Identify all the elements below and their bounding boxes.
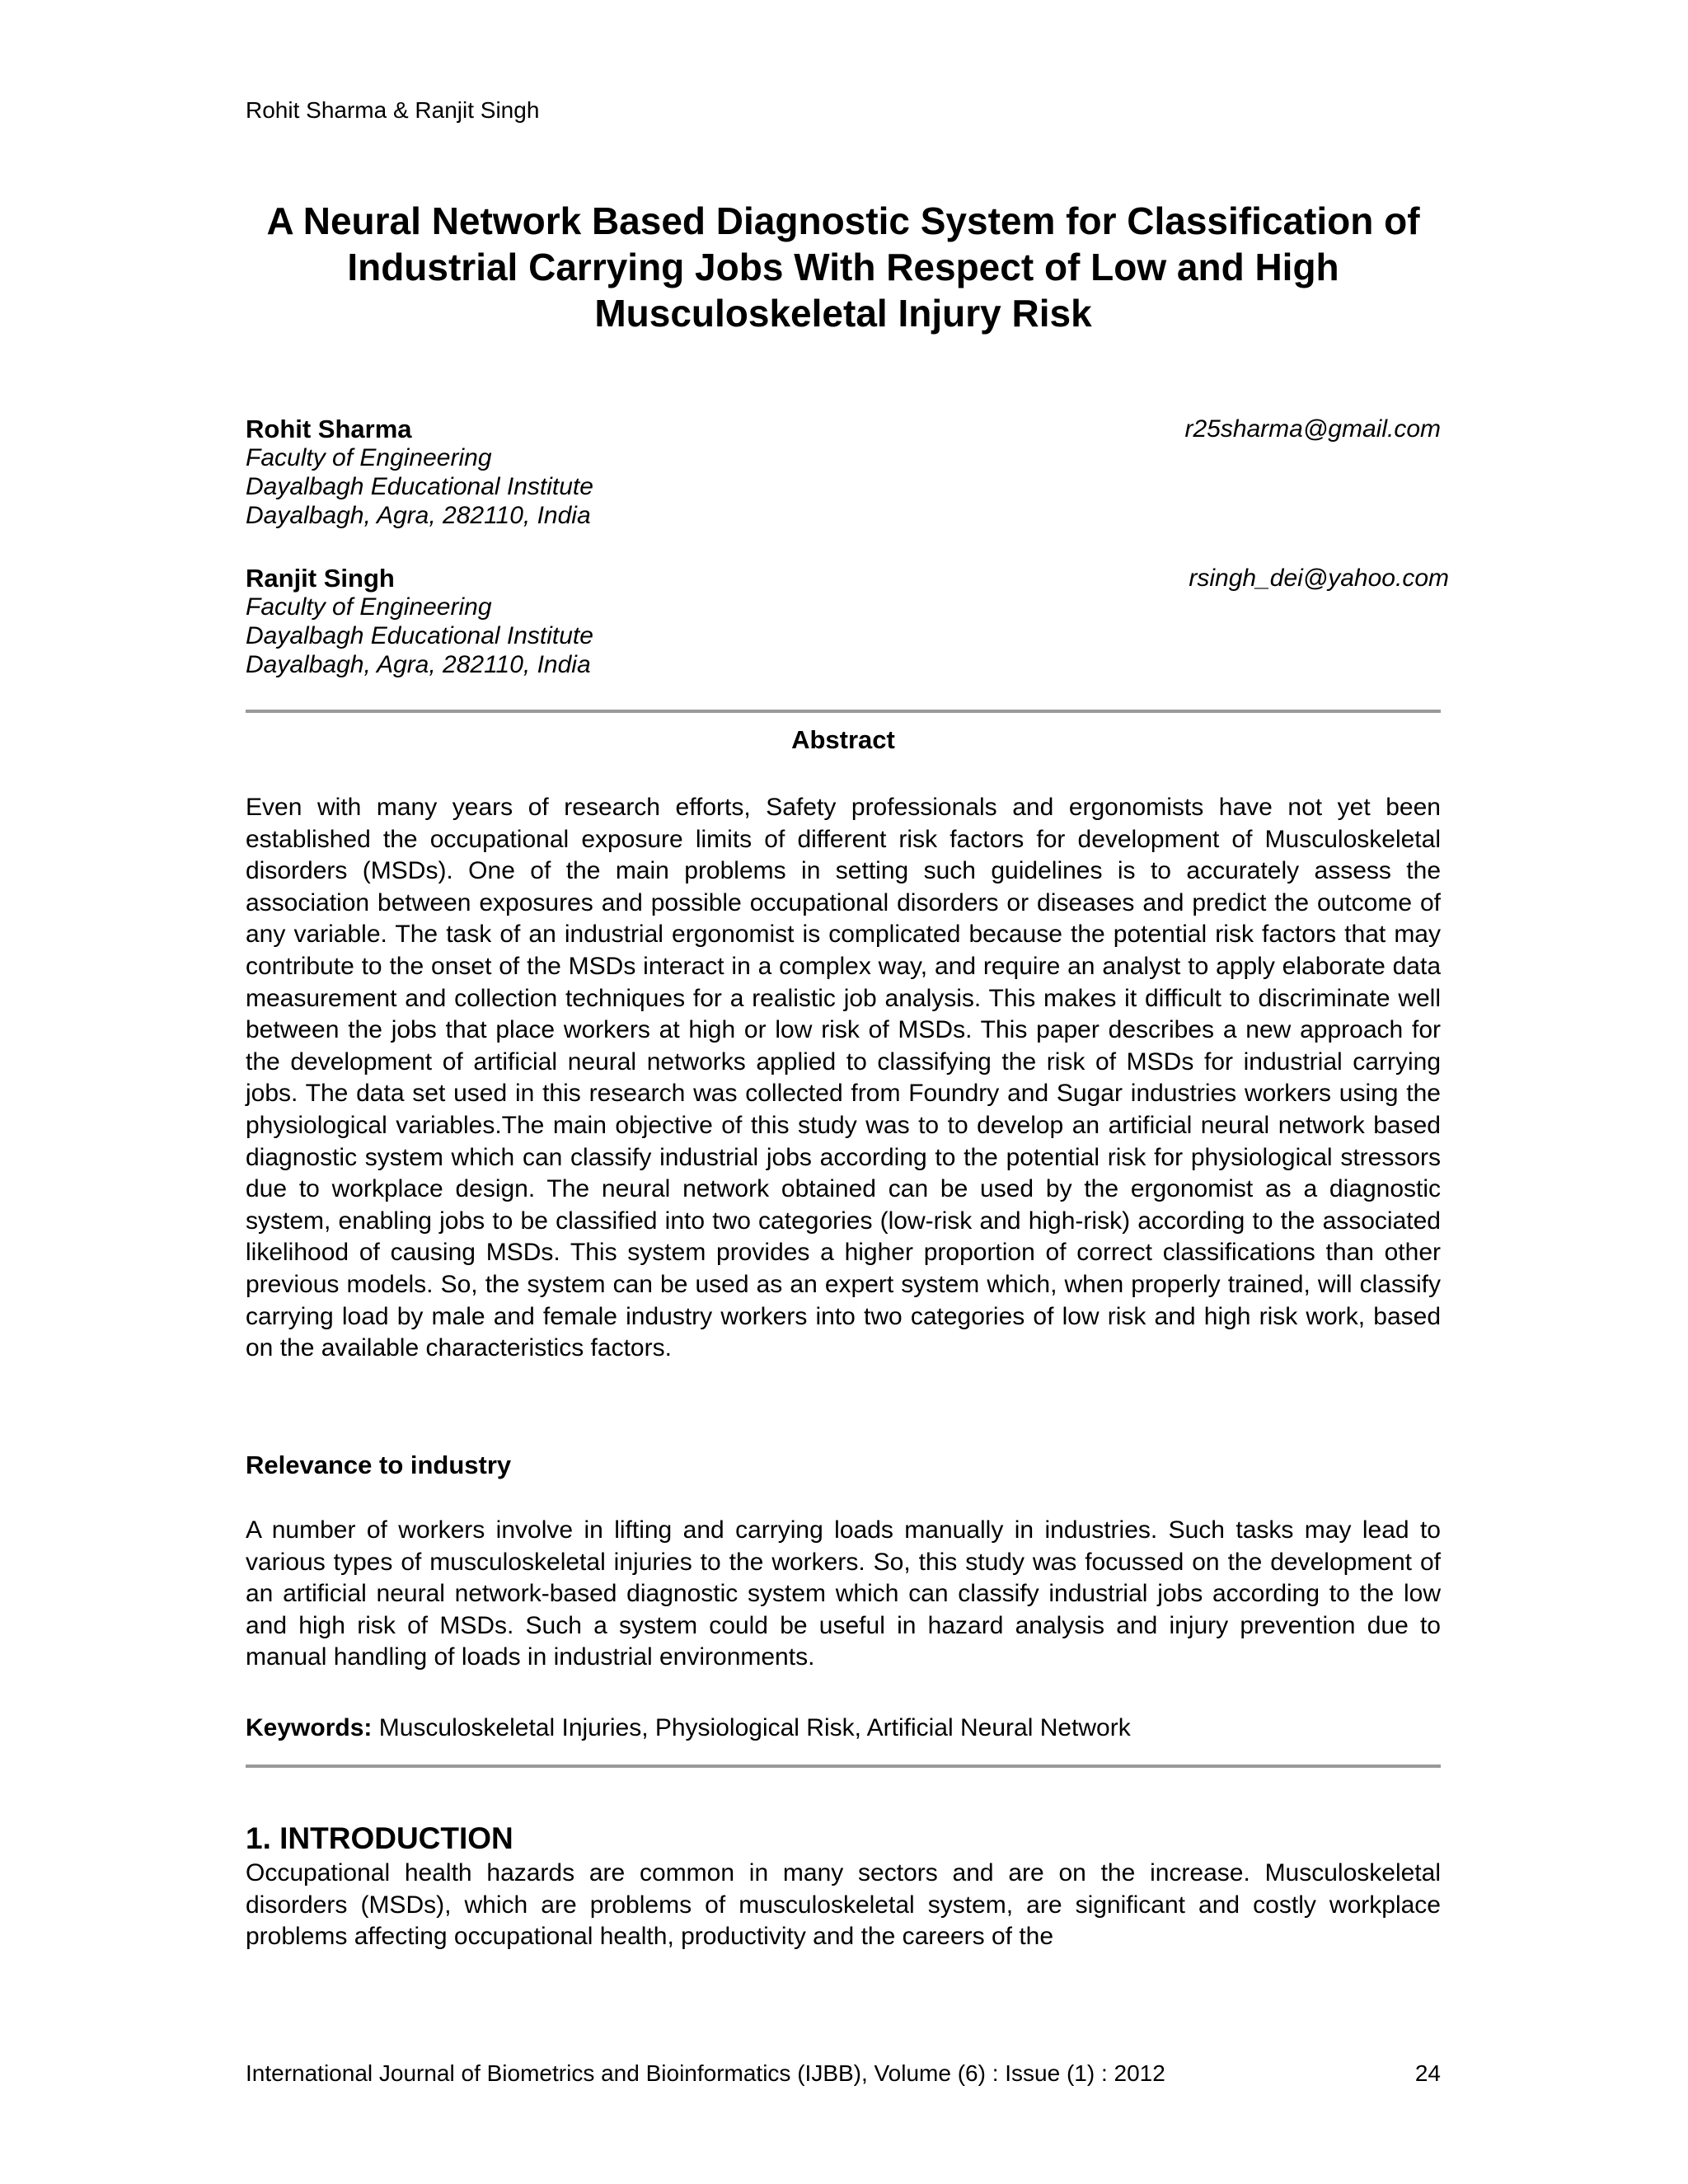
- title-line: Musculoskeletal Injury Risk: [594, 292, 1092, 335]
- introduction-text: Occupational health hazards are common in many sectors and are on the increase. Musculoskeletal disorders (MSDs), which are problems of musculoskeletal system, are significant and costly workplace problems affecting occupational health, productivity and the careers of the: [246, 1859, 1441, 1951]
- author-email[interactable]: r25sharma@gmail.com: [1184, 415, 1441, 443]
- divider-rule: [246, 1765, 1441, 1768]
- footer-journal: International Journal of Biometrics and Bioinformatics (IJBB), Volume (6) : Issue (1) : 2012: [246, 2060, 1165, 2086]
- author-affiliation: Faculty of Engineering: [246, 444, 492, 471]
- author-affiliation: Faculty of Engineering: [246, 593, 492, 621]
- author-affiliation: Dayalbagh, Agra, 282110, India: [246, 502, 591, 529]
- page-footer: [246, 2060, 1441, 2087]
- keywords-text: Musculoskeletal Injuries, Physiological Risk, Artificial Neural Network: [378, 1714, 1131, 1741]
- abstract-text: Even with many years of research efforts, Safety professionals and ergonomists have not yet been established the occupational exposure limits of different risk factors for development of Musculoskeletal disorders (MSDs). One of the main problems in setting such guidelines is to accurately assess the association between exposures and possible occupational disorders or diseases and predict the outcome of any variable. The task of an industrial ergonomist is complicated because the potential risk factors that may contribute to the onset of the MSDs interact in a complex way, and require an analyst to apply elaborate data measurement and collection techniques for a realistic job analysis. This makes it difficult to discriminate well between the jobs that place workers at high or low risk of MSDs. This paper describes a new approach for the development of artificial neural networks applied to classifying the risk of MSDs for industrial carrying jobs. The data set used in this research was collected from Foundry and Sugar industries workers using the physiological variables.The main objective of this study was to to develop an artificial neural network based diagnostic system which can classify industrial jobs according to the potential risk for physiological stressors due to workplace design. The neural network obtained can be used by the ergonomist as a diagnostic system, enabling jobs to be classified into two categories (low-risk and high-risk) according to the associated likelihood of causing MSDs. This system provides a higher proportion of correct classifications than other previous models. So, the system can be used as an expert system which, when properly trained, will classify carrying load by male and female industry workers into two categories of low risk and high risk work, based on the available characteristics factors.: [246, 794, 1441, 1362]
- page-number: 24: [1414, 2060, 1441, 2086]
- author-block: [246, 564, 1449, 679]
- author-affiliation: Dayalbagh, Agra, 282110, India: [246, 651, 591, 678]
- paper-title: [246, 198, 1441, 336]
- author-name: Ranjit Singh: [246, 564, 395, 593]
- title-line: Industrial Carrying Jobs With Respect of Low and High: [347, 246, 1339, 288]
- keywords: [246, 1714, 1441, 1742]
- author-block: [246, 415, 1441, 530]
- author-email[interactable]: rsingh_dei@yahoo.com: [1189, 565, 1449, 592]
- section-heading: 1. INTRODUCTION: [246, 1821, 513, 1855]
- title-line: A Neural Network Based Diagnostic System for Classification of: [266, 199, 1420, 242]
- relevance-text: A number of workers involve in lifting and carrying loads manually in industries. Such tasks may lead to various types of musculoskeletal injuries to the workers. So, this study was focussed on the development of an artificial neural network-based diagnostic system which can classify industrial jobs according to the low and high risk of MSDs. Such a system could be useful in hazard analysis and injury prevention due to manual handling of loads in industrial environments.: [246, 1516, 1441, 1671]
- author-affiliation: Dayalbagh Educational Institute: [246, 473, 593, 500]
- running-head: Rohit Sharma & Ranjit Singh: [246, 97, 540, 123]
- divider-rule: [246, 710, 1441, 713]
- abstract-heading: Abstract: [791, 725, 895, 754]
- author-affiliation: Dayalbagh Educational Institute: [246, 622, 593, 649]
- keywords-label: Keywords:: [246, 1714, 373, 1741]
- relevance-heading: Relevance to industry: [246, 1451, 512, 1479]
- author-name: Rohit Sharma: [246, 415, 412, 443]
